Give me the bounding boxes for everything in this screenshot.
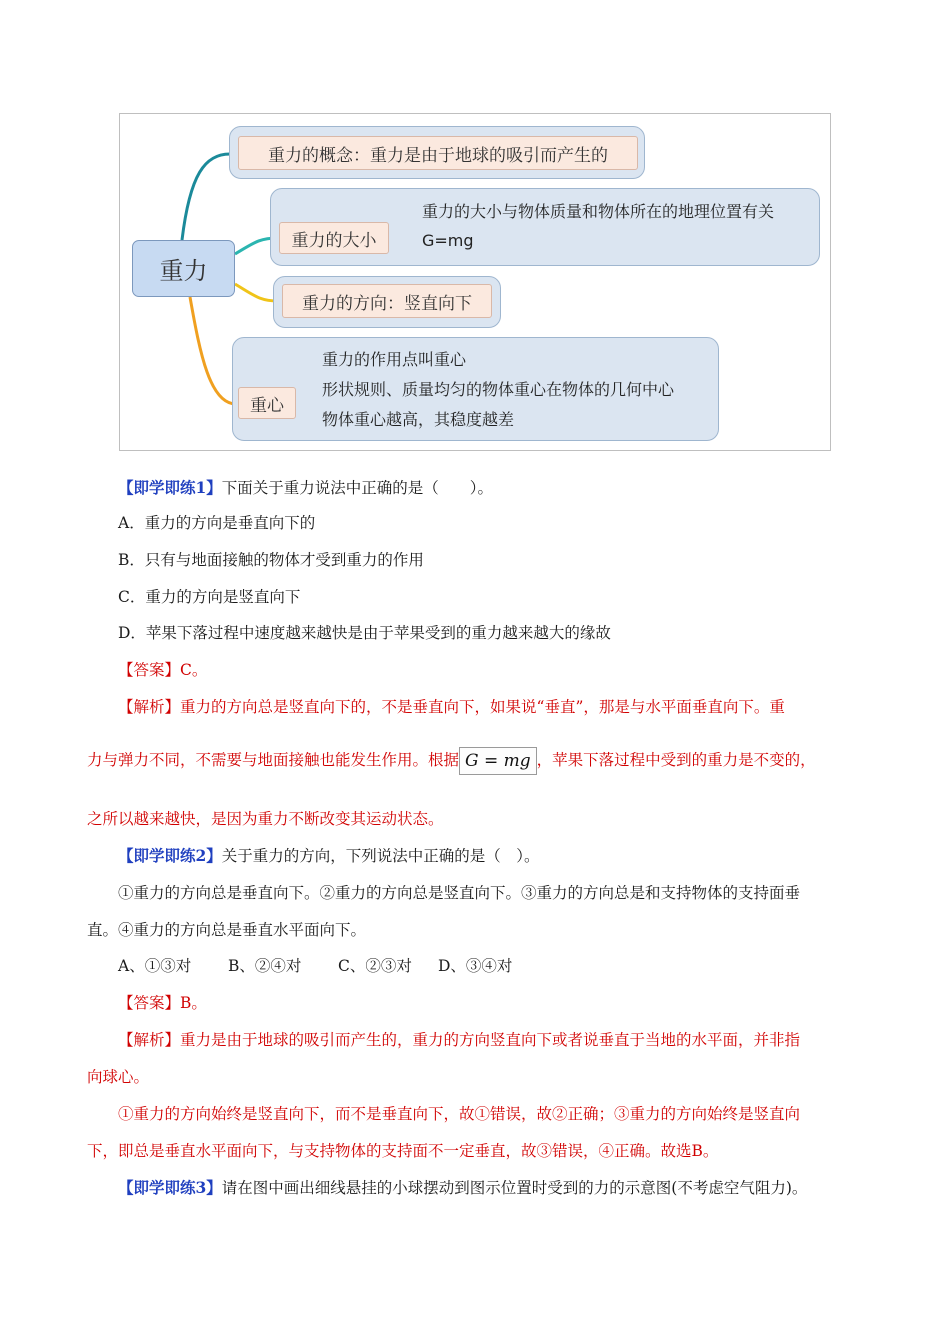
q1-analysis-line1 — [118, 697, 785, 717]
q2-answer: 【答案】B。 — [118, 994, 207, 1012]
q1-stem: 下面关于重力说法中正确的是（ ）。 — [221, 479, 494, 497]
q1-option-b: B．只有与地面接触的物体才受到重力的作用 — [118, 551, 424, 569]
mind-map — [119, 113, 831, 451]
q2-tag: 【即学即练2】 — [118, 846, 222, 865]
q2-analysis-line1 — [118, 1030, 800, 1050]
mind-map-root: 重力 — [132, 240, 235, 297]
magnitude-leaf: 重力的大小与物体质量和物体所在的地理位置有关 — [422, 202, 775, 221]
link-concept — [182, 154, 230, 240]
q2-statement-line1: ①重力的方向总是垂直向下。②重力的方向总是竖直向下。③重力的方向总是和支持物体的支持面垂 — [118, 884, 801, 902]
q3-tag: 【即学即练3】 — [118, 1178, 222, 1197]
q1-tag: 【即学即练1】 — [118, 478, 222, 497]
q1-analysis-text2a: 力与弹力不同，不需要与地面接触也能发生作用。根据 — [87, 751, 460, 769]
q1-analysis-line3: 之所以越来越快，是因为重力不断改变其运动状态。 — [87, 810, 444, 828]
q3-stem: 请在图中画出细线悬挂的小球摆动到图示位置时受到的力的示意图(不考虑空气阻力)。 — [221, 1179, 808, 1197]
q2-option-c: C、②③对 — [338, 957, 412, 975]
direction-node: 重力的方向：竖直向下 — [282, 284, 492, 318]
magnitude-formula-leaf: G=mg — [422, 231, 474, 250]
magnitude-node: 重力的大小 — [279, 222, 389, 254]
q2-analysis-line2: 向球心。 — [87, 1068, 150, 1086]
q1-analysis-tag: 【解析】 — [118, 698, 181, 716]
q2-stem: 关于重力的方向，下列说法中正确的是（ ）。 — [221, 847, 540, 865]
q2-option-d: D、③④对 — [438, 957, 513, 975]
q2-option-a: A、①③对 — [118, 957, 192, 975]
q2-analysis-line4: 下，即总是垂直水平面向下，与支持物体的支持面不一定垂直，故③错误，④正确。故选B。 — [87, 1142, 719, 1160]
center-leaf: 形状规则、质量均匀的物体重心在物体的几何中心 — [322, 380, 675, 399]
center-leaf: 重力的作用点叫重心 — [322, 350, 467, 369]
center-leaf: 物体重心越高，其稳度越差 — [322, 410, 515, 429]
concept-node: 重力的概念：重力是由于地球的吸引而产生的 — [238, 136, 638, 170]
link-center — [190, 297, 236, 404]
q2-statement-line2: 直。④重力的方向总是垂直水平面向下。 — [87, 921, 367, 939]
q1-answer: 【答案】C。 — [118, 661, 208, 679]
link-direction — [235, 284, 278, 301]
q2-stem-line — [118, 846, 540, 866]
center-node: 重心 — [238, 387, 296, 419]
q2-option-b: B、②④对 — [228, 957, 302, 975]
q1-option-d: D．苹果下落过程中速度越来越快是由于苹果受到的重力越来越大的缘故 — [118, 624, 611, 642]
q2-analysis-tag: 【解析】 — [118, 1031, 181, 1049]
q2-analysis-text1: 重力是由于地球的吸引而产生的，重力的方向竖直向下或者说垂直于当地的水平面，并非指 — [180, 1031, 801, 1049]
q3-stem-line — [118, 1178, 807, 1198]
q1-option-a: A．重力的方向是垂直向下的 — [118, 514, 316, 532]
q1-analysis-text1: 重力的方向总是竖直向下的，不是垂直向下，如果说“垂直”，那是与水平面垂直向下。重 — [180, 698, 785, 716]
q2-analysis-line3: ①重力的方向始终是竖直向下，而不是垂直向下，故①错误，故②正确；③重力的方向始终是竖直向 — [118, 1105, 801, 1123]
q1-formula-image: G = mg — [459, 747, 537, 775]
q1-analysis-text2b: ，苹果下落过程中受到的重力是不变的， — [536, 751, 816, 769]
q1-stem-line — [118, 478, 493, 498]
q1-analysis-line2 — [87, 745, 816, 775]
q2-options — [118, 956, 512, 976]
q1-option-c: C．重力的方向是竖直向下 — [118, 588, 301, 606]
